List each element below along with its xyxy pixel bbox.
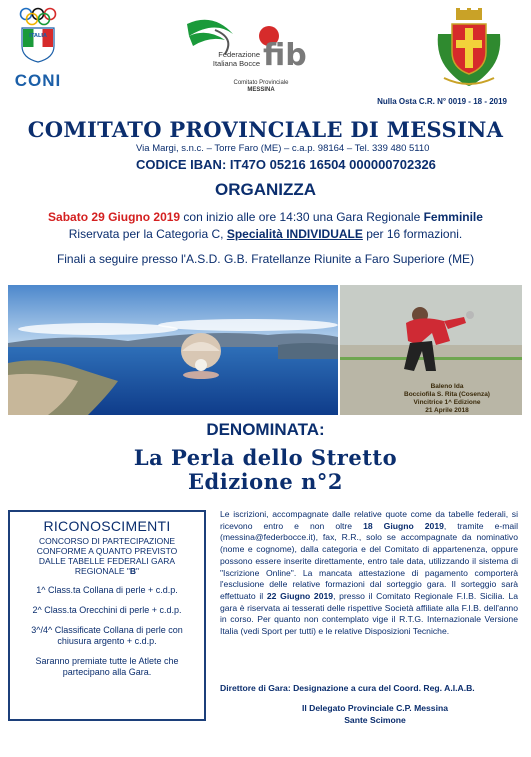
fib-acronym: fib <box>263 38 307 73</box>
event-line2-pre: Riservata per la Categoria C, <box>68 227 227 241</box>
prize-item: 2^ Class.ta Orecchini di perle + c.d.p. <box>32 605 182 615</box>
prize-item <box>10 625 204 647</box>
caption-title: Vincitrice 1^ Edizione <box>413 399 481 406</box>
event-specialty: Specialità INDIVIDUALE <box>226 227 363 241</box>
event-line1-mid: con inizio alle ore 14:30 una Gara Regionale <box>180 210 424 224</box>
subtitle-line: DALLE TABELLE FEDERALI GARA <box>38 556 176 566</box>
delegate-role: Il Delegato Provinciale C.P. Messina <box>302 703 448 713</box>
subtitle-fragment: REGIONALE " <box>74 566 130 576</box>
race-director: Direttore di Gara: Designazione a cura del Coord. Reg. A.I.A.B. <box>220 683 475 693</box>
riconoscimenti-box <box>8 510 206 721</box>
coni-logo <box>14 6 76 90</box>
photo-caption <box>386 383 508 415</box>
provincial-delegate <box>250 702 500 726</box>
draw-date: 22 Giugno 2019 <box>266 590 334 601</box>
riconoscimenti-subtitle <box>10 536 204 576</box>
subtitle-line: CONFORME A QUANTO PREVISTO <box>36 546 178 556</box>
subtitle-line: CONCORSO DI PARTECIPAZIONE <box>38 536 176 546</box>
rules-text: , presso il Comitato Regionale F.I.B. Sicilia. La gara è riservata ai tesserati delle rispettive Società affiliate alla F.I.B. dell'anno in corso. Per quanto non contemplato vige il R.T.G. Internazionale Versione Italia (vedi Sport per tutti) e le relative Disposizioni Tecniche. <box>220 590 519 637</box>
fib-federation-line2: Italiana Bocce <box>212 59 260 68</box>
committee-title: COMITATO PROVINCIALE DI MESSINA <box>27 117 504 142</box>
organizza-heading: ORGANIZZA <box>214 180 317 199</box>
registration-deadline: 18 Giugno 2019 <box>363 520 444 531</box>
olympic-rings-shield-icon <box>14 6 76 64</box>
caption-date: 21 Aprile 2018 <box>425 407 469 414</box>
competition-name-line1: La Perla dello Stretto <box>133 445 398 470</box>
prize-line: partecipano alla Gara. <box>62 667 152 677</box>
competition-name <box>0 446 531 494</box>
prize-item: 1^ Class.ta Collana di perle + c.d.p. <box>36 585 178 595</box>
rules-paragraph <box>220 509 518 638</box>
subtitle-fragment: " <box>136 566 140 576</box>
nulla-osta: Nulla Osta C.R. N° 0019 - 18 - 2019 <box>377 97 507 106</box>
coni-wordmark: CONI <box>14 71 62 90</box>
event-category: Femminile <box>423 210 483 224</box>
fib-federation-line1: Federazione <box>218 50 260 59</box>
committee-address: Via Margi, s.n.c. – Torre Faro (ME) – c.a.p. 98164 – Tel. 339 480 5110 <box>136 143 430 154</box>
fib-logo <box>185 14 330 96</box>
fib-committee-line2: MESSINA <box>247 87 275 93</box>
strait-photo <box>8 285 338 415</box>
denominata-heading: DENOMINATA: <box>206 420 325 439</box>
prize-line: Saranno premiate tutte le Atlete che <box>35 656 179 666</box>
subtitle-category: B <box>129 566 137 576</box>
riconoscimenti-title: RICONOSCIMENTI <box>43 518 171 534</box>
city-crest-icon <box>434 8 504 92</box>
event-description <box>0 209 531 243</box>
rules-text: Le iscrizioni, accompagnate dalle relative quote come da tabelle federali, si ricevono entro e non oltre <box>220 509 518 531</box>
prize-item <box>10 656 204 678</box>
svg-text:ITALIA: ITALIA <box>29 33 47 39</box>
rules-text: , tramite e-mail (messina@federbocce.it), fax, R.R., solo se accompagnate da nominativo (nome e cognome), dalla categoria e del Comitato di appartenenza, oppure possono essere inserite direttamente, entro tale data, utilizzando il sistema di "Iscrizione Online". La mancata attestazione di pagamento comporterà l'esclusione delle relative formazioni dal sorteggio gara. Il sorteggio sarà effettuato il <box>220 520 519 601</box>
caption-club: Bocciofila S. Rita (Cosenza) <box>404 391 490 398</box>
prize-line: 3^/4^ Classificate Collana di perle con <box>31 625 183 635</box>
strait-landscape-image <box>8 285 338 415</box>
caption-name: Baleno Ida <box>430 383 464 390</box>
prize-line: chiusura argento + c.d.p. <box>57 636 157 646</box>
delegate-name: Sante Scimone <box>344 715 406 725</box>
event-date: Sabato 29 Giugno 2019 <box>48 210 181 224</box>
fib-committee-line1: Comitato Provinciale <box>233 80 289 86</box>
messina-crest-logo <box>434 8 504 92</box>
subtitle-line <box>10 566 204 576</box>
iban-code: CODICE IBAN: IT47O 05216 16504 000000702326 <box>136 157 436 172</box>
competition-name-line2: Edizione n°2 <box>188 469 343 494</box>
finali-text: Finali a seguire presso l'A.S.D. G.B. Fratellanze Riunite a Faro Superiore (ME) <box>56 252 475 266</box>
event-line2-post: per 16 formazioni. <box>362 227 463 241</box>
